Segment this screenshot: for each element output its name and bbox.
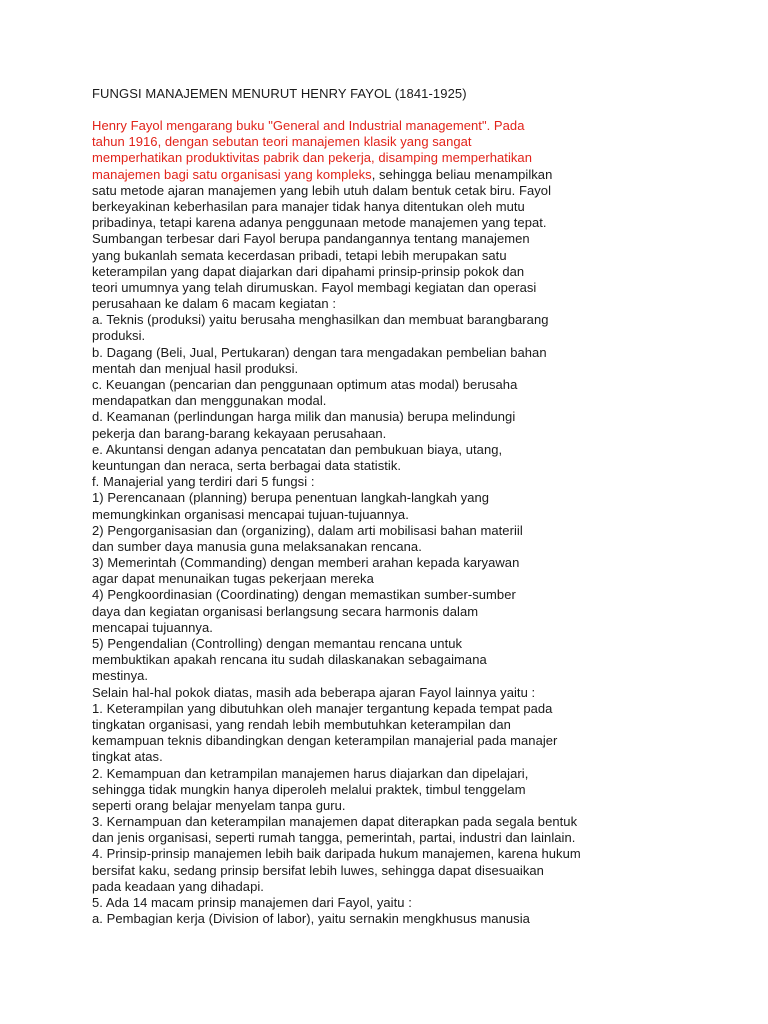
text-line: pada keadaan yang dihadapi.: [92, 878, 264, 894]
text-line: sehingga tidak mungkin hanya diperoleh melalui praktek, timbul tenggelam: [92, 781, 526, 797]
body-lines: [92, 182, 581, 928]
text-line: 2) Pengorganisasian dan (organizing), dalam arti mobilisasi bahan materiil: [92, 522, 523, 538]
text-line: dan jenis organisasi, seperti rumah tangga, pemerintah, partai, industri dan lainlain.: [92, 830, 576, 846]
highlighted-text: manajemen bagi satu organisasi yang kompleks: [92, 166, 372, 182]
text-line: 3. Kernampuan dan keterampilan manajemen dapat diterapkan pada segala bentuk: [92, 814, 578, 830]
text-line: tingkat atas.: [92, 749, 163, 765]
text-line: 1) Perencanaan (planning) berupa penentuan langkah-langkah yang: [92, 490, 490, 506]
text-line: tingkatan organisasi, yang rendah lebih membutuhkan keterampilan dan: [92, 716, 511, 732]
text-line: 4) Pengkoordinasian (Coordinating) dengan memastikan sumber-sumber: [92, 587, 516, 603]
intro-line: Henry Fayol mengarang buku "General and Industrial management". Pada: [92, 118, 525, 133]
text-line: Sumbangan terbesar dari Fayol berupa pandangannya tentang manajemen: [92, 231, 530, 247]
text-line: satu metode ajaran manajemen yang lebih utuh dalam bentuk cetak biru. Fayol: [92, 182, 552, 198]
intro-line: memperhatikan produktivitas pabrik dan pekerja, disamping memperhatikan: [92, 150, 532, 166]
text-line: keterampilan yang dapat diajarkan dari dipahami prinsip-prinsip pokok dan: [92, 263, 525, 279]
text-line: mentah dan menjual hasil produksi.: [92, 360, 299, 376]
text-line: d. Keamanan (perlindungan harga milik dan manusia) berupa melindungi: [92, 409, 516, 425]
text-line: membuktikan apakah rencana itu sudah dilaskanakan sebagaimana: [92, 652, 487, 668]
mixed-line: [92, 167, 562, 183]
text-line: a. Pembagian kerja (Division of labor), yaitu sernakin mengkhusus manusia: [92, 911, 530, 927]
text-line: pribadinya, tetapi karena adanya penggunaan metode manajemen yang tepat.: [92, 215, 547, 231]
text-line: yang bukanlah semata kecerdasan pribadi, tetapi lebih merupakan satu: [92, 247, 507, 263]
text-line: 3) Memerintah (Commanding) dengan memberi arahan kepada karyawan: [92, 555, 520, 571]
text-line: e. Akuntansi dengan adanya pencatatan dan pembukuan biaya, utang,: [92, 441, 503, 457]
text-line: b. Dagang (Beli, Jual, Pertukaran) dengan tara mengadakan pembelian bahan: [92, 344, 547, 360]
text-line: 5. Ada 14 macam prinsip manajemen dari Fayol, yaitu :: [92, 895, 412, 910]
text-line: mencapai tujuannya.: [92, 619, 213, 635]
text-line: seperti orang belajar menyelam tanpa guru.: [92, 797, 346, 813]
text-line: pekerja dan barang-barang kekayaan perusahaan.: [92, 425, 387, 441]
text-line: daya dan kegiatan organisasi berlangsung secara harmonis dalam: [92, 603, 479, 619]
text-line: berkeyakinan keberhasilan para manajer tidak hanya ditentukan oleh mutu: [92, 198, 525, 214]
text-line: 4. Prinsip-prinsip manajemen lebih baik daripada hukum manajemen, karena hukum: [92, 846, 581, 862]
document-title: FUNGSI MANAJEMEN MENURUT HENRY FAYOL (1841-1925): [92, 86, 467, 101]
text-line: mestinya.: [92, 668, 149, 684]
text-line: teori umumnya yang telah dirumuskan. Fayol membagi kegiatan dan operasi: [92, 279, 537, 295]
text-line: kemampuan teknis dibandingkan dengan keterampilan manajerial pada manajer: [92, 733, 558, 749]
text-line: dan sumber daya manusia guna melaksanakan rencana.: [92, 538, 422, 554]
text-line: memungkinkan organisasi mencapai tujuan-tujuannya.: [92, 506, 409, 522]
text-line: 2. Kemampuan dan ketrampilan manajemen harus diajarkan dan dipelajari,: [92, 765, 529, 781]
text-line: agar dapat menunaikan tugas pekerjaan mereka: [92, 571, 374, 587]
document-body: [92, 118, 581, 927]
text-line: 1. Keterampilan yang dibutuhkan oleh manajer tergantung kepada tempat pada: [92, 700, 553, 716]
intro-line: tahun 1916, dengan sebutan teori manajemen klasik yang sangat: [92, 134, 472, 150]
text-line: f. Manajerial yang terdiri dari 5 fungsi :: [92, 474, 315, 490]
text-line: c. Keuangan (pencarian dan penggunaan optimum atas modal) berusaha: [92, 377, 518, 392]
text-line: mendapatkan dan menggunakan modal.: [92, 393, 327, 409]
text-line: produksi.: [92, 328, 146, 344]
text-line: a. Teknis (produksi) yaitu berusaha menghasilkan dan membuat barangbarang: [92, 312, 549, 328]
plain-text: , sehingga beliau menampilkan: [371, 166, 553, 182]
text-line: 5) Pengendalian (Controlling) dengan memantau rencana untuk: [92, 636, 463, 651]
text-line: perusahaan ke dalam 6 macam kegiatan :: [92, 296, 336, 312]
text-line: Selain hal-hal pokok diatas, masih ada beberapa ajaran Fayol lainnya yaitu :: [92, 684, 536, 700]
text-line: keuntungan dan neraca, serta berbagai data statistik.: [92, 457, 402, 473]
text-line: bersifat kaku, sedang prinsip bersifat lebih luwes, sehingga dapat disesuaikan: [92, 862, 544, 878]
